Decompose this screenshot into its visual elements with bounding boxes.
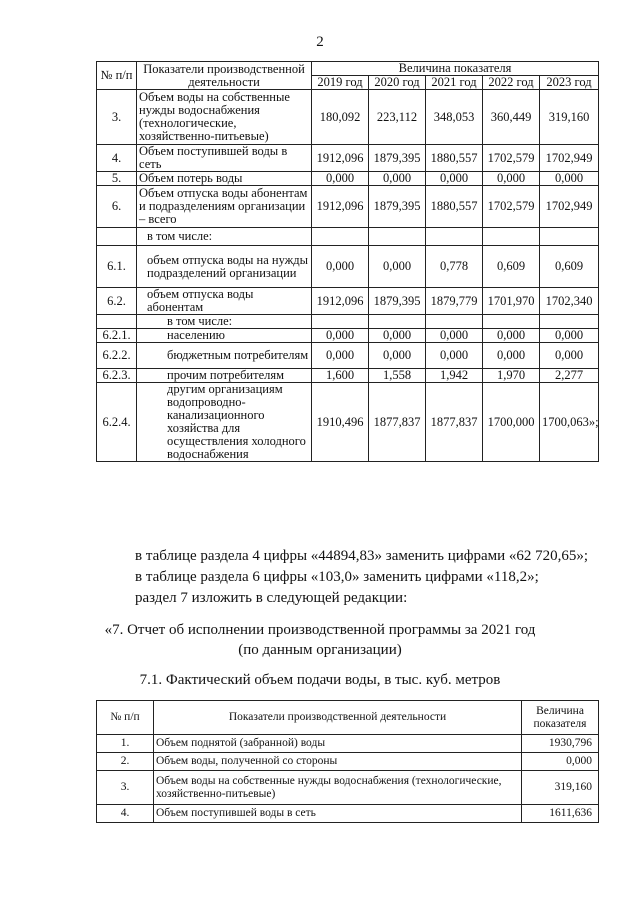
row-number: 6.1.: [97, 246, 137, 288]
row-indicator: другим организациям водопроводно-канализационного хозяйства для осуществления холодного водоснабжения: [137, 383, 312, 462]
instruction-line-1: в таблице раздела 4 цифры «44894,83» заменить цифрами «62 720,65»;: [135, 548, 589, 564]
water-supply-table: [96, 700, 599, 823]
row-value: 1879,395: [369, 288, 426, 315]
row-number: 6.2.1.: [97, 329, 137, 343]
row-value: 1611,636: [522, 805, 599, 823]
row-value: 1930,796: [522, 735, 599, 753]
row-indicator: объем отпуска воды на нужды подразделений организации: [137, 246, 312, 288]
header-year: 2023 год: [540, 76, 599, 90]
section-7-title: «7. Отчет об исполнении производственной программы за 2021 год: [104, 622, 536, 638]
table-row: [97, 805, 599, 823]
production-indicators-table: [96, 61, 599, 462]
row-value: 0,000: [540, 172, 599, 186]
header-value-group: Величина показателя: [312, 62, 599, 76]
table-row: [97, 288, 599, 315]
row-value: 1879,395: [369, 145, 426, 172]
row-value: 223,112: [369, 90, 426, 145]
row-value: 2,277: [540, 369, 599, 383]
row-value: 1880,557: [426, 145, 483, 172]
row-value: 1912,096: [312, 186, 369, 228]
table-row: [97, 383, 599, 462]
row-indicator: Объем поступившей воды в сеть: [154, 805, 522, 823]
row-value: 1702,340: [540, 288, 599, 315]
row-value: 0,000: [483, 172, 540, 186]
row-value: [540, 315, 599, 329]
row-value: [312, 228, 369, 246]
table-row: [97, 90, 599, 145]
row-value: 0,000: [426, 172, 483, 186]
header-year: 2022 год: [483, 76, 540, 90]
row-value: 1701,970: [483, 288, 540, 315]
table-header-row: [97, 701, 599, 735]
row-value: [426, 228, 483, 246]
section-7-subtitle: (по данным организации): [238, 642, 402, 658]
row-number: 3.: [97, 771, 154, 805]
section-7-1-title: 7.1. Фактический объем подачи воды, в тыс. куб. метров: [139, 672, 501, 688]
row-number: 4.: [97, 145, 137, 172]
row-number: 6.2.2.: [97, 343, 137, 369]
row-value: 1910,496: [312, 383, 369, 462]
row-value: 180,092: [312, 90, 369, 145]
row-value: 0,000: [540, 343, 599, 369]
page-number: 2: [316, 34, 324, 50]
table-row: [97, 343, 599, 369]
header-indicator: Показатели производственной деятельности: [137, 62, 312, 90]
row-value: [312, 315, 369, 329]
instruction-line-3: раздел 7 изложить в следующей редакции:: [135, 590, 408, 606]
row-indicator: в том числе:: [137, 228, 312, 246]
table-row: [97, 315, 599, 329]
row-value: 0,000: [426, 329, 483, 343]
table-row: [97, 145, 599, 172]
row-value: 1877,837: [426, 383, 483, 462]
row-indicator: Объем поднятой (забранной) воды: [154, 735, 522, 753]
table-header-row: [97, 62, 599, 76]
row-value: 1877,837: [369, 383, 426, 462]
row-indicator: Объем отпуска воды абонентам и подразделениям организации – всего: [137, 186, 312, 228]
table-row: [97, 186, 599, 228]
row-value: 0,000: [312, 343, 369, 369]
row-value: 0,000: [540, 329, 599, 343]
header-year: 2021 год: [426, 76, 483, 90]
row-value: [426, 315, 483, 329]
row-number: 2.: [97, 753, 154, 771]
row-value: 1912,096: [312, 288, 369, 315]
table-row: [97, 735, 599, 753]
instruction-line-2: в таблице раздела 6 цифры «103,0» заменить цифрами «118,2»;: [135, 569, 539, 585]
header-year: 2020 год: [369, 76, 426, 90]
row-value: 1702,949: [540, 186, 599, 228]
row-indicator: объем отпуска воды абонентам: [137, 288, 312, 315]
row-value: 1700,000: [483, 383, 540, 462]
row-value: 1880,557: [426, 186, 483, 228]
row-value: 1,558: [369, 369, 426, 383]
row-value: 0,000: [312, 329, 369, 343]
row-value: 1,970: [483, 369, 540, 383]
row-value: 0,000: [369, 329, 426, 343]
row-indicator: Объем поступившей воды в сеть: [137, 145, 312, 172]
row-value: [369, 228, 426, 246]
row-value: 1702,949: [540, 145, 599, 172]
row-indicator: населению: [137, 329, 312, 343]
row-indicator: Объем воды на собственные нужды водоснабжения (технологические, хозяйственно-питьевые): [137, 90, 312, 145]
row-value: 0,000: [483, 329, 540, 343]
row-value: [483, 315, 540, 329]
row-value: 0,000: [369, 172, 426, 186]
row-indicator: бюджетным потребителям: [137, 343, 312, 369]
table-row: [97, 172, 599, 186]
row-value: 360,449: [483, 90, 540, 145]
row-value: 0,000: [522, 753, 599, 771]
table-row: [97, 329, 599, 343]
row-number: [97, 315, 137, 329]
header-year: 2019 год: [312, 76, 369, 90]
row-value: 319,160: [540, 90, 599, 145]
row-indicator: Объем воды, полученной со стороны: [154, 753, 522, 771]
row-number: 5.: [97, 172, 137, 186]
row-value: 0,000: [369, 343, 426, 369]
header-num: № п/п: [97, 62, 137, 90]
table-row: [97, 369, 599, 383]
table-row: [97, 771, 599, 805]
row-number: 4.: [97, 805, 154, 823]
row-indicator: прочим потребителям: [137, 369, 312, 383]
row-value: 1702,579: [483, 145, 540, 172]
row-indicator: Объем потерь воды: [137, 172, 312, 186]
row-value: 1879,395: [369, 186, 426, 228]
row-value: 1702,579: [483, 186, 540, 228]
row-value: 1,600: [312, 369, 369, 383]
row-value: 0,609: [540, 246, 599, 288]
row-value: 0,000: [483, 343, 540, 369]
row-indicator: Объем воды на собственные нужды водоснабжения (технологические, хозяйственно-питьевые): [154, 771, 522, 805]
row-value: [540, 228, 599, 246]
row-value: [483, 228, 540, 246]
row-number: 6.2.3.: [97, 369, 137, 383]
row-value: 348,053: [426, 90, 483, 145]
row-value: [369, 315, 426, 329]
row-number: [97, 228, 137, 246]
row-value: 319,160: [522, 771, 599, 805]
row-number: 6.2.4.: [97, 383, 137, 462]
header-indicator: Показатели производственной деятельности: [154, 701, 522, 735]
row-indicator: в том числе:: [137, 315, 312, 329]
table-row: [97, 228, 599, 246]
row-number: 6.2.: [97, 288, 137, 315]
header-value: Величина показателя: [522, 701, 599, 735]
row-value: 0,778: [426, 246, 483, 288]
row-value: 1700,063»;: [540, 383, 599, 462]
row-value: 0,000: [312, 172, 369, 186]
row-value: 0,609: [483, 246, 540, 288]
row-number: 3.: [97, 90, 137, 145]
row-value: 1879,779: [426, 288, 483, 315]
row-value: 0,000: [312, 246, 369, 288]
row-value: 1912,096: [312, 145, 369, 172]
table-row: [97, 753, 599, 771]
row-value: 0,000: [426, 343, 483, 369]
row-number: 6.: [97, 186, 137, 228]
row-value: 0,000: [369, 246, 426, 288]
row-value: 1,942: [426, 369, 483, 383]
header-num: № п/п: [97, 701, 154, 735]
table-row: [97, 246, 599, 288]
row-number: 1.: [97, 735, 154, 753]
